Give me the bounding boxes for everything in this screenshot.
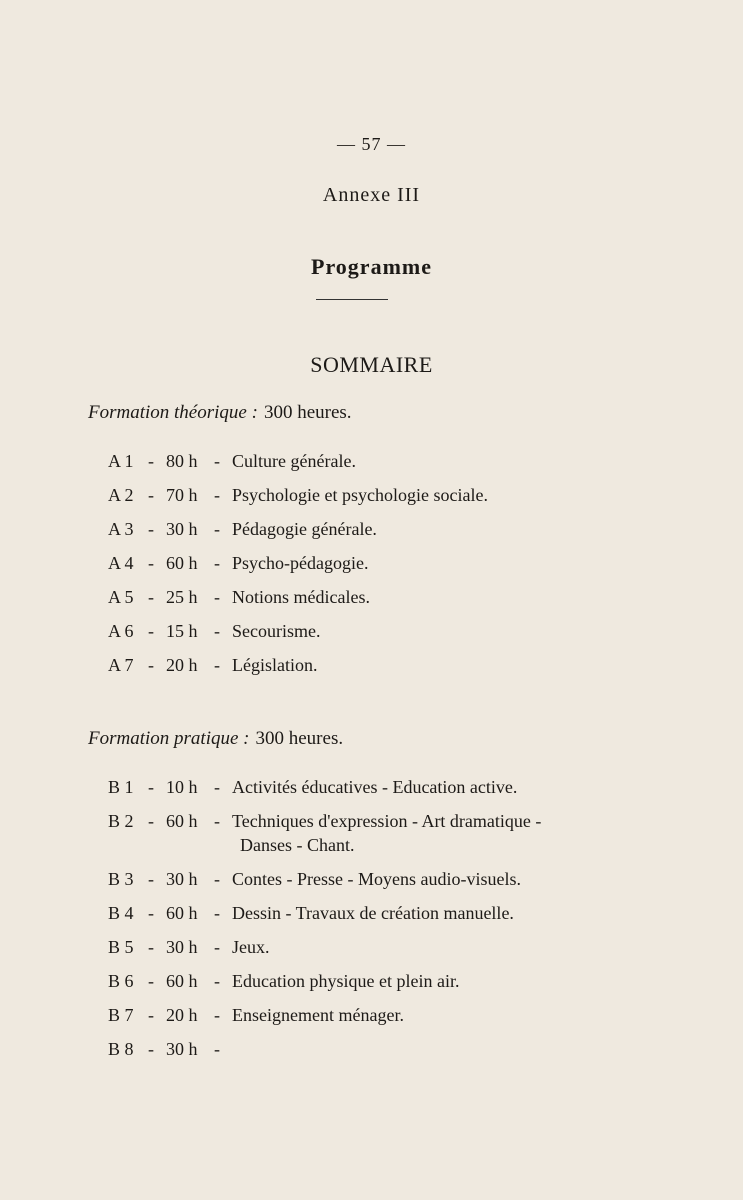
list-item (0, 1038, 743, 1064)
list-item (0, 902, 743, 928)
item-code: B 7 (108, 1005, 134, 1025)
item-code: A 4 (108, 553, 134, 573)
list-item (0, 654, 743, 680)
item-hours: 80 h (166, 451, 198, 471)
separator: - (214, 451, 220, 471)
item-code: A 1 (108, 451, 134, 471)
separator: - (214, 903, 220, 923)
separator: - (148, 451, 154, 471)
item-code: B 3 (108, 869, 134, 889)
separator: - (148, 519, 154, 539)
item-hours: 30 h (166, 937, 198, 957)
separator: - (148, 777, 154, 797)
separator: - (148, 621, 154, 641)
item-title: Secourisme. (232, 621, 321, 641)
list-item (0, 810, 743, 855)
page-number: — 57 — (337, 134, 406, 154)
item-title: Notions médicales. (232, 587, 370, 607)
item-hours: 20 h (166, 1005, 198, 1025)
annexe-title: Annexe III (322, 184, 421, 206)
item-hours: 30 h (166, 1039, 198, 1059)
item-hours: 60 h (166, 553, 198, 573)
item-code: B 4 (108, 903, 134, 923)
item-title: Activités éducatives - Education active. (232, 777, 518, 797)
separator: - (214, 869, 220, 889)
programme-heading: Programme (311, 254, 432, 279)
item-hours: 60 h (166, 811, 198, 831)
separator: - (148, 1039, 154, 1059)
list-item (0, 776, 743, 802)
separator: - (148, 553, 154, 573)
item-title: Culture générale. (232, 451, 356, 471)
practical-section-heading (88, 728, 343, 750)
list-item (0, 450, 743, 476)
theoretical-section-heading (88, 402, 352, 424)
separator: - (214, 1039, 220, 1059)
list-item (0, 484, 743, 510)
separator: - (214, 587, 220, 607)
item-hours: 60 h (166, 903, 198, 923)
list-item (0, 1004, 743, 1030)
item-code: B 6 (108, 971, 134, 991)
item-title: Législation. (232, 655, 318, 675)
item-hours: 70 h (166, 485, 198, 505)
item-hours: 10 h (166, 777, 198, 797)
item-code: B 1 (108, 777, 134, 797)
separator: - (214, 485, 220, 505)
item-title: Jeux. (232, 937, 270, 957)
separator: - (214, 811, 220, 831)
separator: - (214, 937, 220, 957)
list-item (0, 970, 743, 996)
separator: - (148, 903, 154, 923)
list-item (0, 868, 743, 894)
separator: - (148, 485, 154, 505)
item-title: Education physique et plein air. (232, 971, 460, 991)
item-hours: 20 h (166, 655, 198, 675)
separator: - (148, 1005, 154, 1025)
item-hours: 25 h (166, 587, 198, 607)
list-item (0, 552, 743, 578)
item-code: A 5 (108, 587, 134, 607)
item-title: Psycho-pédagogie. (232, 553, 369, 573)
item-hours: 60 h (166, 971, 198, 991)
item-title: Pédagogie générale. (232, 519, 377, 539)
item-title: Enseignement ménager. (232, 1005, 404, 1025)
list-item (0, 620, 743, 646)
separator: - (148, 971, 154, 991)
item-code: A 3 (108, 519, 134, 539)
separator: - (214, 655, 220, 675)
practical-hours: 300 heures. (255, 728, 344, 749)
item-hours: 30 h (166, 519, 198, 539)
separator: - (214, 621, 220, 641)
list-item (0, 586, 743, 612)
separator: - (148, 655, 154, 675)
item-title: Dessin - Travaux de création manuelle. (232, 903, 514, 923)
item-code: B 5 (108, 937, 134, 957)
item-title: Techniques d'expression - Art dramatique - (232, 811, 542, 831)
item-code: A 2 (108, 485, 134, 505)
item-code: B 2 (108, 811, 134, 831)
separator: - (214, 519, 220, 539)
separator: - (214, 777, 220, 797)
item-code: A 7 (108, 655, 134, 675)
item-code: B 8 (108, 1039, 134, 1059)
heading-rule (316, 299, 388, 300)
separator: - (214, 1005, 220, 1025)
list-item (0, 518, 743, 544)
separator: - (148, 587, 154, 607)
item-hours: 30 h (166, 869, 198, 889)
item-title: Psychologie et psychologie sociale. (232, 485, 488, 505)
separator: - (148, 937, 154, 957)
theoretical-hours: 300 heures. (263, 402, 352, 423)
separator: - (148, 869, 154, 889)
separator: - (214, 971, 220, 991)
practical-label: Formation pratique : (88, 728, 250, 749)
item-hours: 15 h (166, 621, 198, 641)
list-item (0, 936, 743, 962)
item-title-continued: Danses - Chant. (240, 835, 355, 855)
item-code: A 6 (108, 621, 134, 641)
summary-heading: SOMMAIRE (310, 352, 433, 377)
theoretical-label: Formation théorique : (88, 402, 258, 423)
separator: - (148, 811, 154, 831)
item-title: Contes - Presse - Moyens audio-visuels. (232, 869, 521, 889)
separator: - (214, 553, 220, 573)
